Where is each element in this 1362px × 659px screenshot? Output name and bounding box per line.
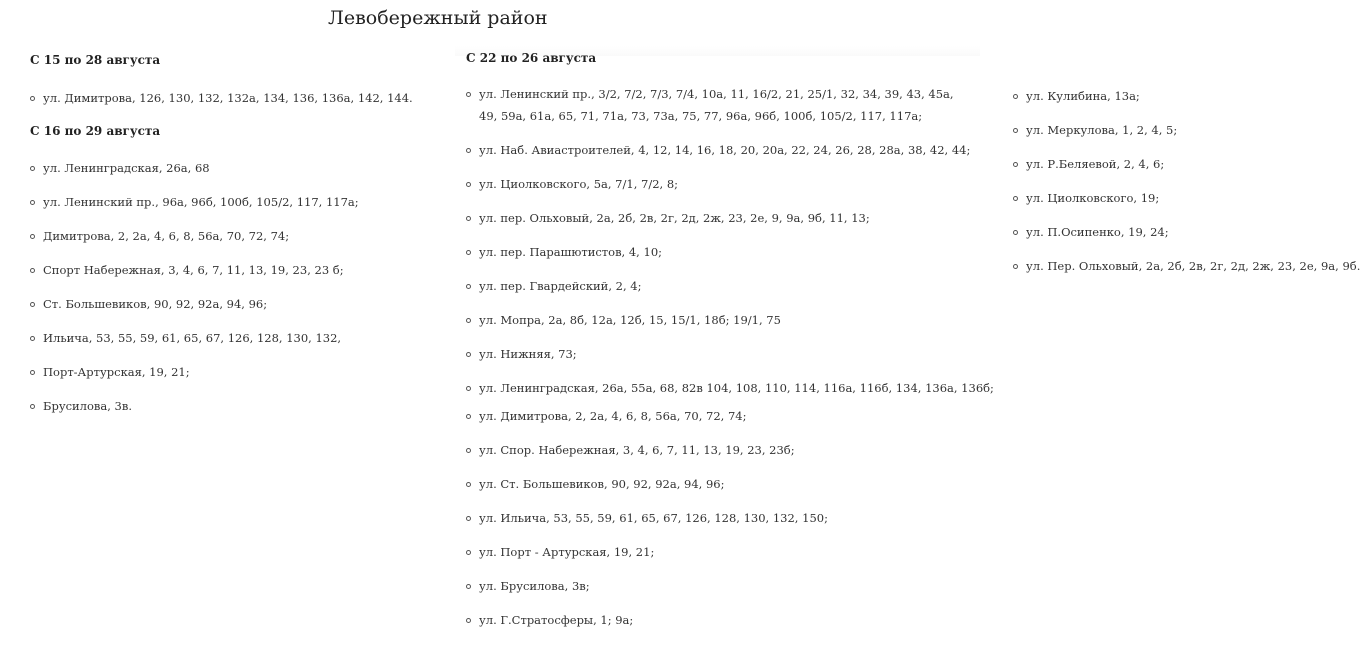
list-item: ул. пер. Гвардейский, 2, 4; <box>466 276 971 298</box>
list-item: ул. пер. Парашютистов, 4, 10; <box>466 242 971 264</box>
list-item: ул. пер. Ольховый, 2а, 2б, 2в, 2г, 2д, 2ж, 23, 2е, 9, 9а, 9б, 11, 13; <box>466 208 971 230</box>
list-item: ул. Наб. Авиастроителей, 4, 12, 14, 16, 18, 20, 20а, 22, 24, 26, 28, 28а, 38, 42, 44; <box>466 140 971 162</box>
list-item: ул. Нижняя, 73; <box>466 344 971 366</box>
list-item: Порт-Артурская, 19, 21; <box>30 362 430 384</box>
list-item: ул. Димитрова, 2, 2а, 4, 6, 8, 56а, 70, 72, 74; <box>466 406 971 428</box>
page-title: Левобережный район <box>328 7 548 29</box>
list-item: ул. Пер. Ольховый, 2а, 2б, 2в, 2г, 2д, 2ж, 23, 2е, 9а, 9б. <box>1013 256 1358 278</box>
list-item: Ст. Большевиков, 90, 92, 92а, 94, 96; <box>30 294 430 316</box>
list-item: ул. Димитрова, 126, 130, 132, 132а, 134, 136, 136а, 142, 144. <box>30 88 430 110</box>
list-item: ул. Спор. Набережная, 3, 4, 6, 7, 11, 13, 19, 23, 23б; <box>466 440 971 462</box>
list-item: ул. Ленинский пр., 3/2, 7/2, 7/3, 7/4, 10а, 11, 16/2, 21, 25/1, 32, 34, 39, 43, 45а, 49, 59а, 61а, 65, 71, 71а, 73, 73а, 75, 77, 96а, 96б, 100б, 105/2, 117, 117а; <box>466 84 971 127</box>
list-item: ул. Ильича, 53, 55, 59, 61, 65, 67, 126, 128, 130, 132, 150; <box>466 508 971 530</box>
list-item: ул. Ст. Большевиков, 90, 92, 92а, 94, 96; <box>466 474 971 496</box>
list-item: ул. Брусилова, 3в; <box>466 576 971 598</box>
list-item: Спорт Набережная, 3, 4, 6, 7, 11, 13, 19, 23, 23 б; <box>30 260 430 282</box>
right-column <box>1013 86 1361 290</box>
section-heading-aug-16-29: С 16 по 29 августа <box>30 124 161 138</box>
address-list-right <box>1013 86 1361 278</box>
list-item: ул. Мопра, 2а, 8б, 12а, 12б, 15, 15/1, 18б; 19/1, 75 <box>466 310 971 332</box>
list-item: ул. Ленинский пр., 96а, 96б, 100б, 105/2, 117, 117а; <box>30 192 430 214</box>
list-item: Ильича, 53, 55, 59, 61, 65, 67, 126, 128, 130, 132, <box>30 328 430 350</box>
list-item: Димитрова, 2, 2а, 4, 6, 8, 56а, 70, 72, 74; <box>30 226 430 248</box>
list-item: ул. Г.Стратосферы, 1; 9а; <box>466 610 971 632</box>
list-item: ул. Р.Беляевой, 2, 4, 6; <box>1013 154 1358 176</box>
section-heading-aug-15-28: С 15 по 28 августа <box>30 53 161 67</box>
address-list-aug-22-26 <box>466 84 994 644</box>
list-item: ул. П.Осипенко, 19, 24; <box>1013 222 1358 244</box>
list-item: ул. Ленинградская, 26а, 68 <box>30 158 430 180</box>
list-item: ул. Меркулова, 1, 2, 4, 5; <box>1013 120 1358 142</box>
address-list-aug-15-28 <box>30 88 430 110</box>
address-list-aug-16-29 <box>30 158 430 430</box>
list-item: ул. Кулибина, 13а; <box>1013 86 1358 108</box>
list-item: ул. Циолковского, 5а, 7/1, 7/2, 8; <box>466 174 971 196</box>
list-item: ул. Порт - Артурская, 19, 21; <box>466 542 971 564</box>
list-item: ул. Циолковского, 19; <box>1013 188 1358 210</box>
section-heading-aug-22-26: С 22 по 26 августа <box>466 51 597 65</box>
list-item: Брусилова, 3в. <box>30 396 430 418</box>
list-item: ул. Ленинградская, 26а, 55а, 68, 82в 104, 108, 110, 114, 116а, 116б, 134, 136а, 136б; <box>466 378 971 400</box>
